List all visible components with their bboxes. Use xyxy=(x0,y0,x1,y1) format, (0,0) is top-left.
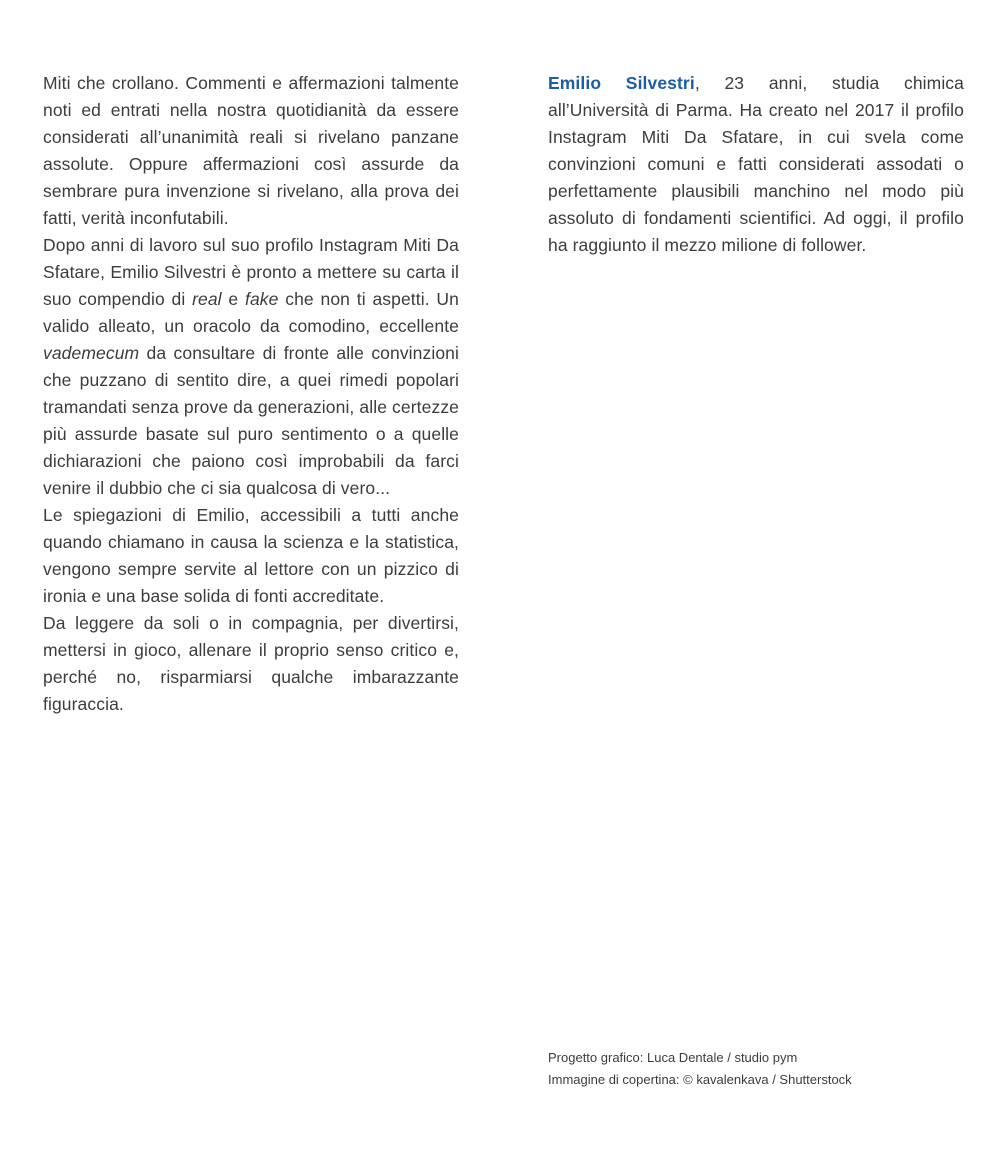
text-segment: Dopo anni di lavoro sul suo profilo Instagram Miti Da Sfatare, Emilio Silvestri è pronto a mettere su carta il suo compendio di xyxy=(43,235,459,309)
text-segment: da consultare di fronte alle convinzioni che puzzano di sentito dire, a quei rimedi popolari tramandati senza prove da generazioni, alle certezze più assurde basate sul puro sentimento o a quelle dichiarazioni che paiono così improbabili da farci venire il dubbio che ci sia qualcosa di vero... xyxy=(43,343,459,498)
description-paragraph-1 xyxy=(43,70,459,232)
author-name: Emilio Silvestri xyxy=(548,73,695,93)
text-segment: Miti che crollano. Commenti e affermazioni talmente noti ed entrati nella nostra quotidianità da essere considerati all’unanimità reali si rivelano panzane assolute. Oppure affermazioni così assurde da sembrare pura invenzione si rivelano, alla prova dei fatti, verità inconfutabili. xyxy=(43,73,459,228)
italic-term-real: real xyxy=(192,289,222,309)
author-bio-text: , 23 anni, studia chimica all’Università di Parma. Ha creato nel 2017 il profilo Instagram Miti Da Sfatare, in cui svela come convinzioni comuni e fatti considerati assodati o perfettamente plausibili manchino nel modo più assoluto di fondamenti scientifici. Ad oggi, il profilo ha raggiunto il mezzo milione di follower. xyxy=(548,73,964,255)
credits-block xyxy=(548,1047,964,1091)
credit-line-cover-image: Immagine di copertina: © kavalenkava / Shutterstock xyxy=(548,1072,852,1087)
author-bio-column xyxy=(548,70,964,259)
text-segment: Da leggere da soli o in compagnia, per divertirsi, mettersi in gioco, allenare il proprio senso critico e, perché no, risparmiarsi qualche imbarazzante figuraccia. xyxy=(43,613,459,714)
description-paragraph-4 xyxy=(43,610,459,718)
description-paragraph-3 xyxy=(43,502,459,610)
text-segment: che non ti aspetti. Un valido alleato, un oracolo da comodino, eccellente xyxy=(43,289,459,336)
italic-term-fake: fake xyxy=(245,289,279,309)
description-column xyxy=(43,70,459,718)
author-bio-paragraph xyxy=(548,70,964,259)
description-paragraph-2 xyxy=(43,232,459,502)
text-segment: Le spiegazioni di Emilio, accessibili a tutti anche quando chiamano in causa la scienza e la statistica, vengono sempre servite al lettore con un pizzico di ironia e una base solida di fonti accreditate. xyxy=(43,505,459,606)
text-segment: e xyxy=(221,289,246,309)
italic-term-vademecum: vademecum xyxy=(43,343,140,363)
credit-line-graphic-design: Progetto grafico: Luca Dentale / studio pym xyxy=(548,1050,798,1065)
